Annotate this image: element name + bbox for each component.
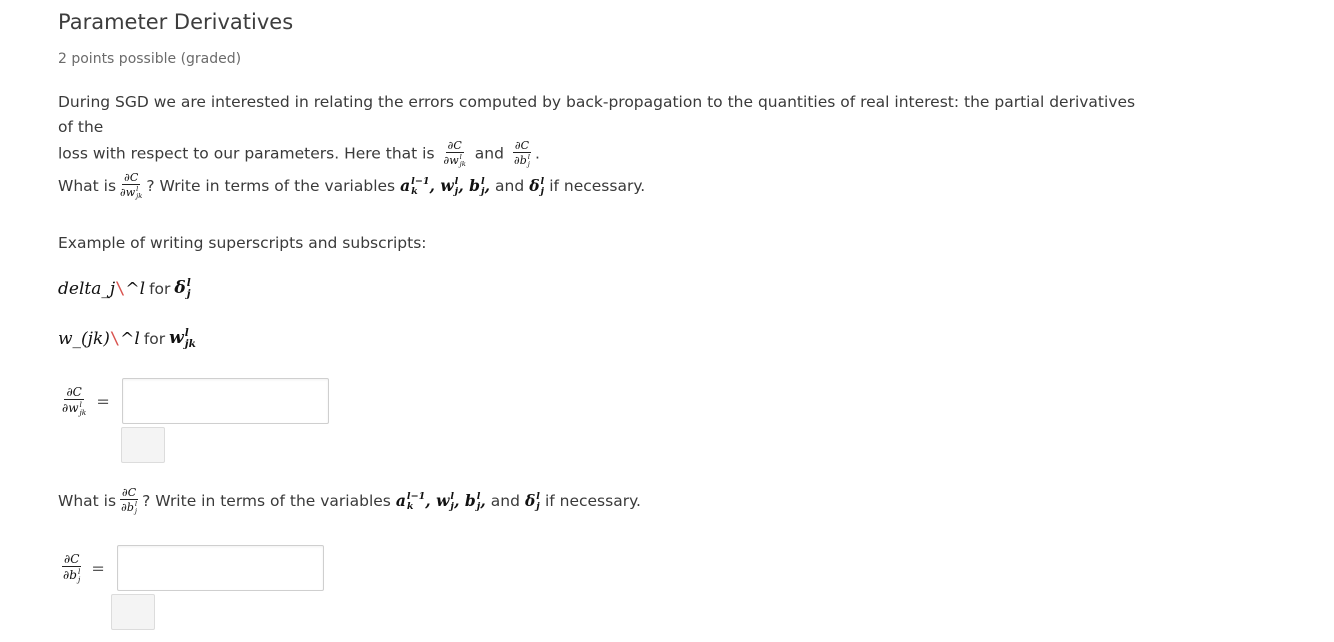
dC-db-fraction [513,140,531,168]
var-b: b l j [464,490,481,512]
rendered-delta: δ l j [174,277,191,300]
fraction-numerator: ∂C [64,552,80,567]
fraction-numerator: ∂C [514,139,530,152]
intro-line2-prefix: loss with respect to our parameters. Here that is [58,144,435,163]
answer2-row [58,545,324,591]
var-delta: δ l j [529,175,545,197]
question2-prefix: What is [58,491,117,510]
intro-period: . [535,144,540,163]
question2-text: What is ∂C ∂b l j ? Write in terms of the variables a l−1 k , w l j , b l j , and δ l j if necessary. [58,486,641,515]
points-label: 2 points possible (graded) [58,51,242,67]
var-b: b l j [469,175,485,197]
intro-paragraph [58,90,1148,168]
example-heading: Example of writing superscripts and subscripts: [58,234,427,252]
question1-suffix: if necessary. [549,176,646,195]
intro-line1: During SGD we are interested in relating the errors computed by back-propagation to the quantities of real interest: the partial derivatives of the [58,93,1136,136]
question1-prefix: What is [58,176,117,195]
equals-sign: = [96,391,110,411]
answer2-input[interactable] [117,545,324,591]
dC-dw-fraction [444,140,466,168]
dC-dw-fraction [120,172,142,200]
question1-and: and [495,176,525,195]
question1-middle: ? Write in terms of the variables [146,176,396,195]
fraction-denominator: ∂b l j [63,567,81,584]
example-line-w [58,328,196,349]
example-for-1: for [149,279,171,298]
fraction-denominator: ∂w l jk [62,400,87,417]
dC-db-fraction [120,487,138,515]
fraction-numerator: ∂C [122,486,137,499]
var-a: a l−1 k [400,175,430,197]
intro-and: and [474,144,504,163]
fraction-numerator: ∂C [447,139,462,152]
fraction-denominator: ∂w l jk [120,185,143,200]
fraction-numerator: ∂C [66,385,82,400]
fraction-denominator: ∂b l j [121,500,138,515]
code-w: w_(jk)\^l [58,328,140,349]
problem-title: Parameter Derivatives [58,10,294,34]
var-w: w l j [440,175,459,197]
fraction-denominator: ∂b l j [514,153,530,168]
equals-sign: = [91,558,105,578]
dC-dw-fraction [62,386,86,416]
fraction-denominator: ∂w l jk [443,153,466,168]
var-delta: δ l j [524,490,540,512]
question1-text: What is ∂C ∂w l jk ? Write in terms of the variables a l−1 k , w l j , b l j , and δ l j if necessary. [58,171,646,200]
code-delta: delta_j\^l [58,278,146,299]
fraction-numerator: ∂C [124,171,139,184]
question2-and: and [490,491,520,510]
answer1-input[interactable] [122,378,329,424]
answer1-row [58,378,329,424]
answer2-preview [111,594,155,630]
var-a: a l−1 k [395,490,426,512]
dC-db-fraction [62,553,81,583]
question2-middle: ? Write in terms of the variables [142,491,391,510]
example-line-delta [58,278,191,299]
var-w: w l j [436,490,455,512]
rendered-w: w l jk [169,327,196,350]
answer1-preview [121,427,165,463]
question2-suffix: if necessary. [544,491,641,510]
example-for-2: for [143,329,166,348]
